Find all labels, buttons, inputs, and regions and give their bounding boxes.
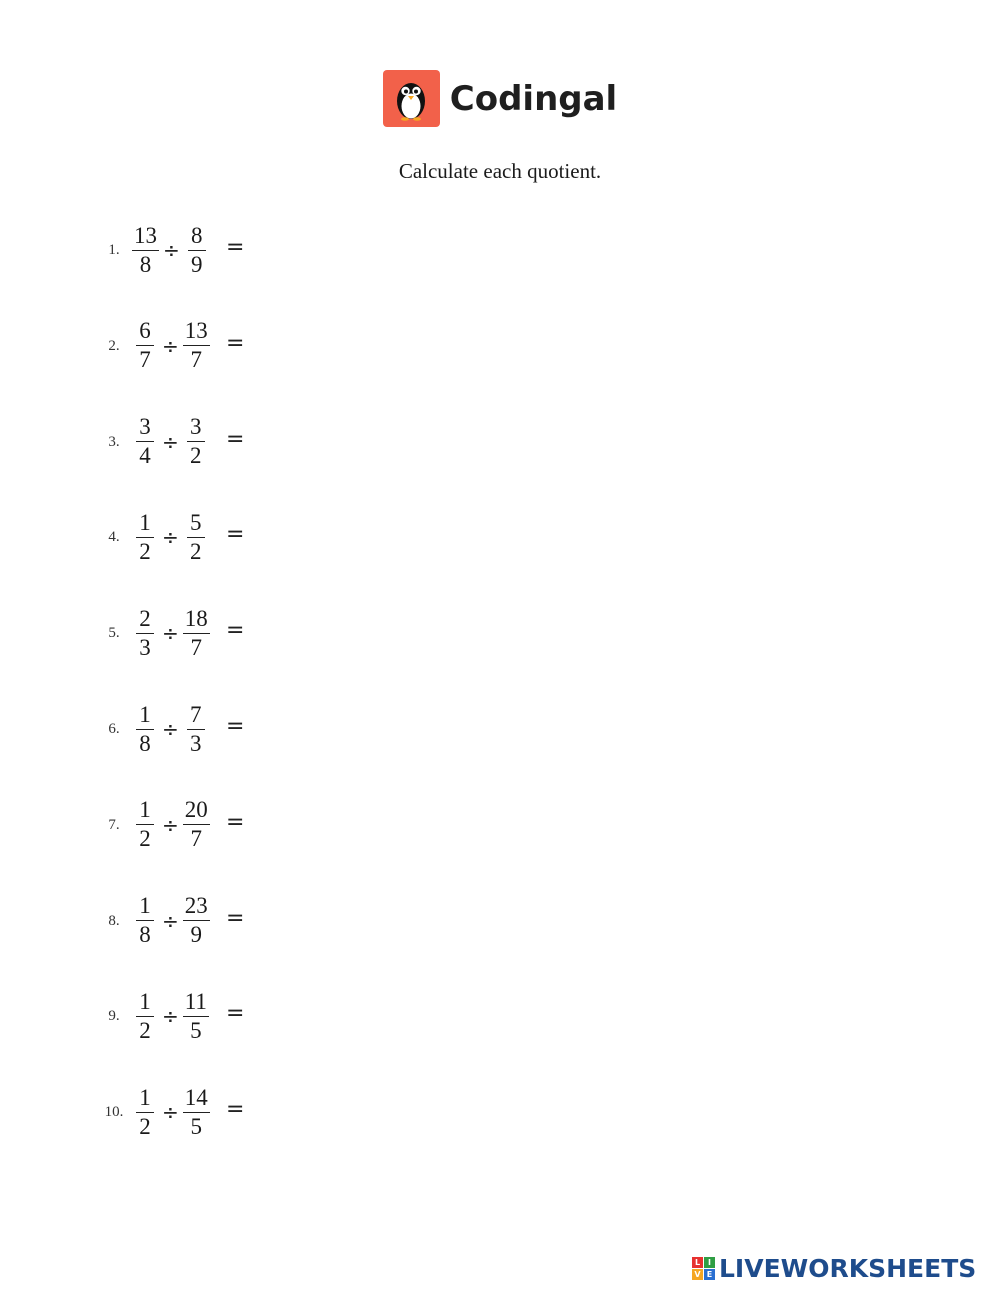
liveworksheets-logo-icon bbox=[692, 1257, 715, 1280]
equals-sign: = bbox=[226, 905, 245, 931]
problem-number: 1. bbox=[108, 242, 120, 258]
denominator: 2 bbox=[139, 826, 151, 852]
problem-number: 7. bbox=[108, 816, 120, 833]
numerator: 14 bbox=[183, 1084, 210, 1113]
denominator: 7 bbox=[190, 634, 203, 660]
logo-letter-tile: L bbox=[692, 1257, 703, 1268]
numerator: 1 bbox=[136, 796, 154, 825]
denominator: 9 bbox=[191, 251, 203, 277]
numerator: 3 bbox=[136, 413, 154, 442]
numerator: 1 bbox=[136, 892, 154, 921]
numerator: 1 bbox=[136, 1084, 154, 1113]
penguin-icon bbox=[391, 77, 431, 121]
denominator: 2 bbox=[139, 538, 151, 564]
denominator: 2 bbox=[190, 538, 202, 564]
denominator: 2 bbox=[139, 1113, 151, 1139]
problem-item bbox=[0, 505, 400, 569]
problem-item bbox=[0, 314, 400, 378]
logo-letter-tile: V bbox=[692, 1269, 703, 1280]
liveworksheets-brand: LIVEWORKSHEETS bbox=[719, 1254, 977, 1283]
denominator: 3 bbox=[139, 634, 151, 660]
divisor-fraction bbox=[184, 222, 210, 279]
denominator: 7 bbox=[190, 826, 203, 852]
dividend-fraction bbox=[132, 317, 158, 374]
equals-sign: = bbox=[226, 330, 245, 356]
divide-sign: ÷ bbox=[162, 333, 179, 358]
problem-number: 8. bbox=[108, 912, 120, 929]
problem-item bbox=[0, 1080, 400, 1144]
denominator: 8 bbox=[139, 730, 151, 756]
equals-sign: = bbox=[226, 522, 245, 548]
equals-sign: = bbox=[226, 618, 245, 644]
equals-sign: = bbox=[226, 809, 245, 835]
logo-letter-tile: I bbox=[704, 1257, 715, 1268]
problem-number: 2. bbox=[108, 337, 120, 354]
denominator: 5 bbox=[190, 1017, 202, 1043]
numerator: 18 bbox=[183, 605, 210, 634]
divisor-fraction bbox=[183, 317, 210, 374]
brand-name: Codingal bbox=[449, 78, 618, 119]
equals-sign: = bbox=[226, 1001, 245, 1027]
denominator: 7 bbox=[139, 347, 151, 373]
numerator: 8 bbox=[188, 222, 206, 251]
denominator: 2 bbox=[139, 1017, 151, 1043]
numerator: 2 bbox=[136, 605, 154, 634]
equals-sign: = bbox=[226, 714, 245, 739]
problem-item bbox=[0, 697, 400, 761]
divide-sign: ÷ bbox=[162, 429, 179, 454]
dividend-fraction bbox=[132, 509, 158, 566]
problem-number: 3. bbox=[108, 433, 120, 450]
equals-sign: = bbox=[226, 426, 245, 452]
problem-number: 5. bbox=[108, 625, 120, 642]
divide-sign: ÷ bbox=[162, 525, 179, 550]
dividend-fraction bbox=[132, 892, 158, 949]
equals-sign: = bbox=[226, 235, 245, 260]
divide-sign: ÷ bbox=[162, 1100, 179, 1125]
problem-number: 6. bbox=[108, 721, 120, 737]
divisor-fraction bbox=[183, 796, 210, 853]
denominator: 5 bbox=[190, 1113, 203, 1139]
numerator: 5 bbox=[187, 509, 205, 538]
divide-sign: ÷ bbox=[162, 1004, 179, 1029]
numerator: 1 bbox=[136, 988, 154, 1017]
dividend-fraction bbox=[132, 1084, 158, 1141]
dividend-fraction bbox=[132, 605, 158, 662]
divide-sign: ÷ bbox=[162, 908, 179, 933]
divisor-fraction bbox=[183, 509, 209, 566]
numerator: 20 bbox=[183, 796, 210, 825]
divide-sign: ÷ bbox=[162, 812, 179, 837]
liveworksheets-footer bbox=[692, 1254, 976, 1283]
divisor-fraction bbox=[183, 701, 209, 758]
problem-number: 4. bbox=[108, 529, 120, 546]
equals-sign: = bbox=[226, 1097, 245, 1123]
numerator: 1 bbox=[136, 701, 154, 730]
divisor-fraction bbox=[183, 605, 210, 662]
dividend-fraction bbox=[132, 222, 159, 279]
numerator: 3 bbox=[187, 413, 205, 442]
dividend-fraction bbox=[132, 988, 158, 1045]
header bbox=[0, 70, 1000, 127]
divide-sign: ÷ bbox=[162, 717, 179, 741]
numerator: 1 bbox=[136, 509, 154, 538]
numerator: 11 bbox=[183, 988, 209, 1017]
denominator: 9 bbox=[190, 922, 203, 948]
divide-sign: ÷ bbox=[163, 238, 180, 262]
denominator: 2 bbox=[190, 443, 202, 469]
dividend-fraction bbox=[132, 796, 158, 853]
denominator: 8 bbox=[139, 251, 152, 277]
divide-sign: ÷ bbox=[162, 621, 179, 646]
problem-number: 9. bbox=[108, 1008, 120, 1025]
logo-letter-tile: E bbox=[704, 1269, 715, 1280]
numerator: 23 bbox=[183, 892, 210, 921]
dividend-fraction bbox=[132, 413, 158, 470]
instruction-text: Calculate each quotient. bbox=[398, 159, 602, 183]
denominator: 8 bbox=[139, 922, 151, 948]
problem-item bbox=[0, 218, 400, 282]
problem-item bbox=[0, 410, 400, 474]
problem-item bbox=[0, 984, 400, 1048]
problem-item bbox=[0, 601, 400, 665]
numerator: 6 bbox=[136, 317, 154, 346]
problem-item bbox=[0, 889, 400, 953]
denominator: 3 bbox=[190, 730, 202, 756]
numerator: 13 bbox=[132, 222, 159, 251]
codingal-logo bbox=[383, 70, 440, 127]
dividend-fraction bbox=[132, 701, 158, 758]
numerator: 7 bbox=[187, 701, 205, 730]
denominator: 7 bbox=[190, 347, 203, 373]
divisor-fraction bbox=[183, 988, 209, 1045]
problem-number: 10. bbox=[104, 1104, 124, 1121]
divisor-fraction bbox=[183, 413, 209, 470]
divisor-fraction bbox=[183, 1084, 210, 1141]
numerator: 13 bbox=[183, 317, 210, 346]
denominator: 4 bbox=[139, 443, 151, 469]
problem-item bbox=[0, 793, 400, 857]
divisor-fraction bbox=[183, 892, 210, 949]
